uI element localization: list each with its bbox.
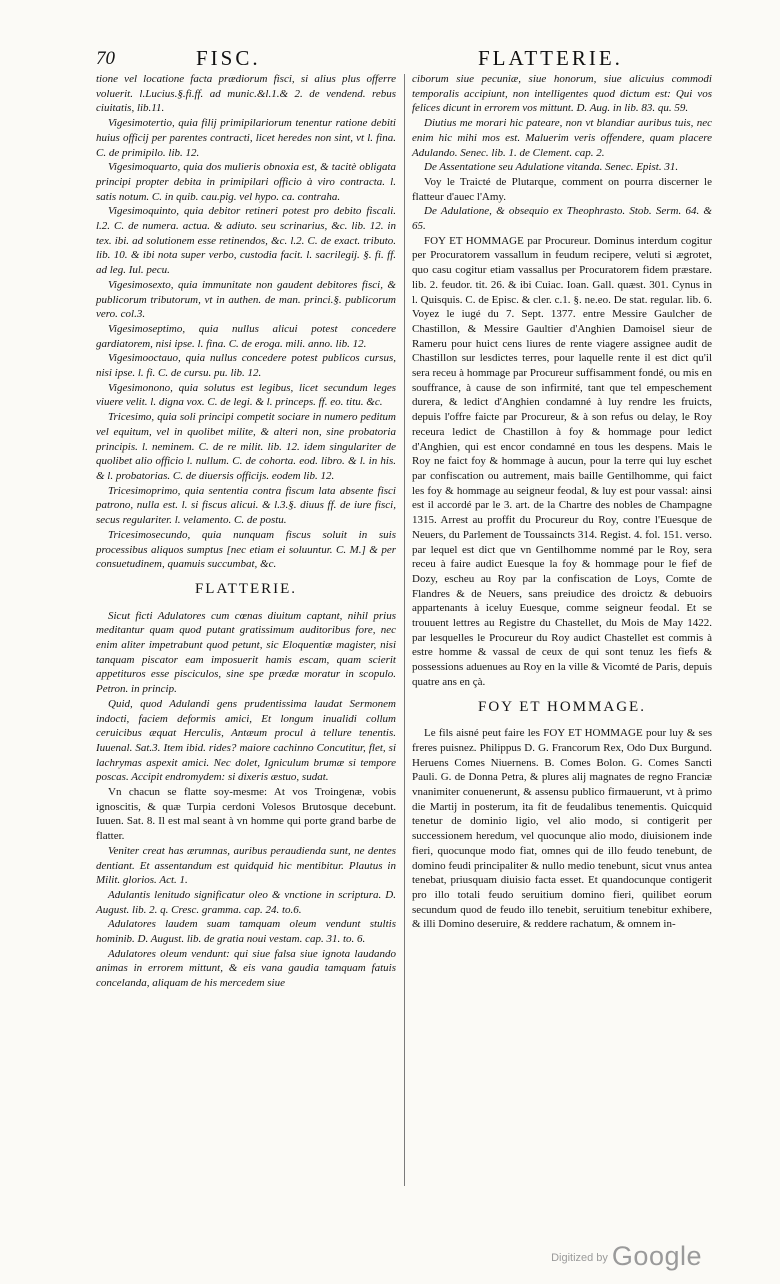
left-paragraph: tione vel locatione facta prædiorum fisci, si alius plus offerre voluerit. l.Lucius.§.fi.ff. ad munic.&l.1.& 2. de vendend. rebus ciuitatis, lib.11. (96, 73, 396, 115)
right-paragraph: Le fils aisné peut faire les FOY ET HOMMAGE pour luy & ses freres puisnez. Philippus D. G. Francorum Rex, Odo Dux Burgund. Heruens Comes Niuernens. B. Comes Bolon. G. Comes Sancti Pauli. G. de Donna Petra, & plures alij magnates de regno Franciæ vnanimiter conuenerunt, & assensu publico firmauerunt, vt à primo die Martij in posterum, ita fit de feudalibus tenementis. Quicquid tenetur de dominio ligio, vel alio modo, si contigerit per successionem heredum, vel quocunque alio modo, diuisionem inde fieri, quocunque modo fiat, omnes qui de illo feudo tenebunt, de domino feudi principaliter & nullo medio tenebunt, sicut vnus antea tenebat, priusquam diuisio facta esset. Et quandocunque contigerit pro illo totali feudo seruitium domino fieri, quilibet eorum secundum quod de feudo illo tenebit, seruitium tenebitur exhibere, & illi Domino deseruire, & reddere rachatum, & omnem in- (412, 727, 712, 931)
left-paragraph: Sicut ficti Adulatores cum cœnas diuitum captant, nihil prius meditantur quam quod putant gratissimum auditoribus fore, nec enim aliter impetrabunt quod petunt, sic Eloquentiæ magister, nisi tanquam piscator eam imposuerit hamis escam, quam scierit appetituros esse pisciculos, sine spe prædæ moratur in scopulo. Petron. in princip. (96, 609, 396, 696)
left-paragraph: Vigesimooctauo, quia nullus concedere potest publicos cursus, nisi ipse. l. fi. C. de cursu. pu. lib. 12. (96, 352, 396, 380)
watermark-brand: Google (611, 1241, 702, 1271)
section-title-foy-et-hommage: FOY ET HOMMAGE. (478, 698, 646, 715)
watermark-prefix: Digitized by (551, 1252, 608, 1264)
left-paragraph: Vigesimotertio, quia filij primipilariorum tenentur ratione debiti huius officij per parentes contracti, licet heredes non sint, vt l. fina. C. de primipilo. lib. 12. (96, 117, 396, 159)
column-divider (404, 74, 405, 1186)
right-paragraph: FOY ET HOMMAGE par Procureur. Dominus interdum cogitur per Procuratorem vassallum in feudum recipere, veluti si ægrotet, quo casu cogitur etiam vassallus per Procuratorem fidem præstare. lib. 2. feudor. tit. 26. & ibi Cuiac. Ioan. Gall. quæst. 301. Cynus in l. Quisquis. C. de Episc. & cler. c.1. §. ne.eo. De stat. regular. lib. 6. Voyez le iugé du 7. Sept. 1377. entre Messire Gaulcher de Chastillon, & Messire Gaultier d'Anghien Damoisel sieur de Rameru pour huict cens liures de rente viagere assignee audit de Chastillon sur lesdictes terres, pour laquelle rente il est dict qu'il sera receu à hommage par Procureur suffisamment fondé, ou mis en souffrance, à cause de son infirmité, tant que tel empeschement durera, & ledict d'Anghien condamné à luy rendre les fruicts, depuis l'offre faicte par Procureur, & à son refus ou delay, le Roy receura ledict de Chastillon à foy & hommage pour ledict d'Anghien, qui est encor condamné en tous les despens. Mais le Roy ne faict foy & hommage à aucun, pour la terre qui luy eschet par confiscation ou autrement, mais baille Gentilhomme, qui faict les foy & hommage au seigneur feodal, & luy est pour vassal: ainsi est il accordé par le 3. art. de la Chartre des nobles de Champagne 1315. Arrest au proffit du Procureur du Roy, contre l'Euesque de Neuers, du Parlement de Toussaincts 314. Regist. 4. fol. 151. verso. par lequel est dict que vn Gentilhomme nommé par le Roy, sera receu à faire audict Euesque la foy & hommage pour le fief de Dozy, escheu au Roy par la confiscation de Loys, Comte de Flandres & de Neuers, sans preiudice des droictz & debuoirs appartenants à iceluy Euesque, comme seigneur feodal. Et se trouuent lettres au Registre du Chastellet, du Mois de May 1422. par lesquelles le Procureur du Roy audict Chastellet est commis à estre homme & vassal de ceux de qui sont tenuz les fiefs & possessions aduenues au Roy en la ville & Vicomté de Paris, depuis quatre ans en çà. (412, 234, 712, 688)
left-paragraph: Tricesimoprimo, quia sententia contra fiscum lata absente fisci patrono, nulla est. l. si fiscus alicui. & l.3.§. diuus ff. de iure fisci, secus regulariter. l. velamento. C. de postu. (96, 484, 396, 527)
left-paragraph: Vigesimonono, quia solutus est legibus, licet secundum leges viuere velit. l. digna vox. C. de legi. & l. princeps. ff. eo. titu. &c. (96, 381, 396, 409)
left-paragraph: Vigesimoquinto, quia debitor retineri potest pro debito fiscali. l.2. C. de numera. actua. & adiuto. seu scrinarius, &c. lib. 12. in tex. ibi. ad solutionem esse retinendos, &c. l.2. C. de exact. tributo. lib. 10. & ibi nota super verbo, custodia facit. l. sacrilegij. §. fi. ff. ad leg. Iul. pecu. (96, 205, 396, 277)
digitized-watermark (551, 1241, 702, 1272)
running-head-left: FISC. (196, 46, 261, 70)
left-paragraph: Vigesimoseptimo, quia nullus alicui potest concedere gardiatorem, nisi ipse. l. fina. C. de eroga. mili. anno. lib. 12. (96, 322, 396, 350)
right-column (412, 72, 712, 932)
left-paragraph: Vigesimosexto, quia immunitate non gaudent debitores fisci, & publicorum tributorum, vt in authen. de man. princi.§. publicorum vero. col.3. (96, 278, 396, 321)
left-paragraph: Quid, quod Adulandi gens prudentissima laudat Sermonem indocti, faciem deformis amici, Et longum inualidi collum ceruicibus æquat Herculis, Antæum procul à tellure tenentis. Iuuenal. Sat.3. Item ibid. rides? maiore cachinno Concutitur, flet, si lachrymas aspexit amici. Nec dolet, Igniculum brumæ si tempore poscas. Accipit endromydem: si dixeris æstuo, sudat. (96, 697, 396, 784)
right-paragraph: De Assentatione seu Adulatione vitanda. Senec. Epist. 31. (424, 161, 679, 174)
right-paragraph: De Adulatione, & obsequio ex Theophrasto. Stob. Serm. 64. & 65. (412, 205, 712, 233)
left-paragraph: Vn chacun se flatte soy-mesme: At vos Troingenæ, vobis ignoscitis, & quæ Turpia cerdoni Volesos Brutosque decebunt. Iuuen. Sat. 8. Il est mal seant à vn homme qui porte grand barbe de flatter. (96, 786, 396, 843)
right-paragraph: ciborum siue pecuniæ, siue honorum, siue alicuius commodi temporalis accipiunt, non intelligentes quod dictum est: Qui vos felices dicunt in errorem vos mittunt. D. Aug. in lib. 83. qu. 59. (412, 73, 712, 115)
left-column (96, 72, 396, 991)
left-paragraph: Tricesimosecundo, quia nunquam fiscus soluit in suis processibus aliquos sumptus [nec etiam ei soluuntur. C. M.] & per consuetudinem, quamuis succumbat, &c. (96, 528, 396, 571)
page-number: 70 (96, 48, 115, 69)
left-paragraph: Adulantis lenitudo significatur oleo & vnctione in scriptura. D. August. lib. 2. q. Cresc. gramma. cap. 24. to.6. (96, 888, 396, 916)
running-head-right: FLATTERIE. (478, 46, 623, 70)
left-paragraph: Adulatores oleum vendunt: qui siue falsa siue ignota laudando animas in errorem mittunt, & eis vana gaudia tamquam fatuis concelanda, aliquam de his mercedem siue (96, 947, 396, 990)
left-paragraph: Adulatores laudem suam tamquam oleum vendunt stultis hominib. D. August. lib. de gratia noui vestam. cap. 31. to. 6. (96, 918, 396, 946)
left-paragraph: Vigesimoquarto, quia dos mulieris obnoxia est, & tacitè obligata principi propter debita in primipilari officio à viro contracta. l. satis notum. C. in quib. cau.pig. vel hypo. ca. contraha. (96, 161, 396, 203)
section-title-flatterie: FLATTERIE. (194, 580, 298, 597)
left-paragraph: Veniter creat has ærumnas, auribus peraudienda sunt, ne dentes dentiant. Et assentandum est quidquid hic mentibitur. Plautus in Milit. glorios. Act. 1. (96, 844, 396, 887)
right-paragraph: Diutius me morari hic pateare, non vt blandiar auribus tuis, nec enim hic mihi mos est. Maluerim veris offendere, quam placere Adulando. Senec. lib. 1. de Clement. cap. 2. (412, 117, 712, 159)
left-paragraph: Tricesimo, quia soli principi competit sociare in numero peditum vel equitum, vel in quolibet milite, & alteri non, sine probatoria principis. l. neminem. C. de re milit. lib. 12. idem singulariter de quolibet alio officio l. nullum. C. de cohorta. eod. libro. & l. in his. & l. probatorias. C. de diuersis officijs. eodem lib. 12. (96, 411, 396, 482)
right-paragraph: Voy le Traicté de Plutarque, comment on pourra discerner le flatteur d'auec l'Amy. (412, 175, 712, 203)
